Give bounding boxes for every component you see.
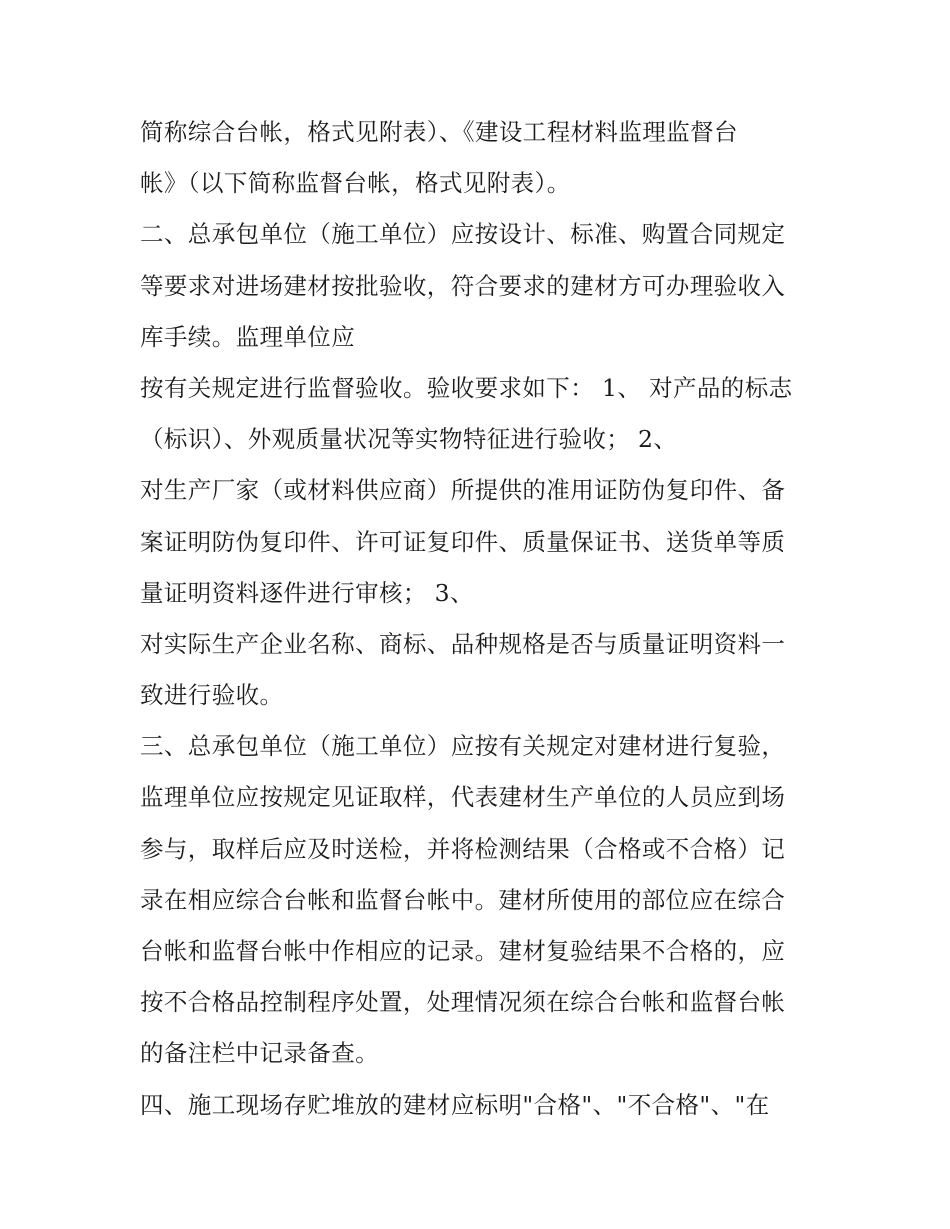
text-line: 按不合格品控制程序处置，处理情况须在综合台帐和监督台帐 xyxy=(140,988,786,1017)
text-line: 三、总承包单位（施工单位）应按有关规定对建材进行复验， xyxy=(140,732,786,761)
text-line: 监理单位应按规定见证取样，代表建材生产单位的人员应到场 xyxy=(140,783,786,812)
text-line: 简称综合台帐，格式见附表）、《建设工程材料监理监督台 xyxy=(140,118,738,146)
text-line: 录在相应综合台帐和监督台帐中。建材所使用的部位应在综合 xyxy=(140,885,786,914)
text-line: 等要求对进场建材按批验收，符合要求的建材方可办理验收入 xyxy=(140,271,786,300)
text-line: 二、总承包单位（施工单位）应按设计、标准、购置合同规定 xyxy=(140,220,786,249)
text-line: 帐》（以下简称监督台帐，格式见附表）。 xyxy=(140,169,571,198)
text-line: 台帐和监督台帐中作相应的记录。建材复验结果不合格的，应 xyxy=(140,937,786,965)
text-line: 的备注栏中记录备查。 xyxy=(140,1039,379,1068)
text-line: 按有关规定进行监督验收。验收要求如下： 1、 对产品的标志 xyxy=(140,373,793,402)
text-line: 四、施工现场存贮堆放的建材应标明"合格"、"不合格"、"在 xyxy=(140,1090,770,1119)
text-line: 库手续。监理单位应 xyxy=(140,322,356,351)
text-line: 对实际生产企业名称、商标、品种规格是否与质量证明资料一 xyxy=(140,629,786,658)
text-line: （标识）、外观质量状况等实物特征进行验收； 2、 xyxy=(140,425,678,454)
text-line: 参与，取样后应及时送检，并将检测结果（合格或不合格）记 xyxy=(140,834,786,863)
body-text xyxy=(140,107,830,1131)
text-line: 对生产厂家（或材料供应商）所提供的准用证防伪复印件、备 xyxy=(140,476,786,505)
text-line: 案证明防伪复印件、许可证复印件、质量保证书、送货单等质 xyxy=(140,527,786,556)
text-line: 量证明资料逐件进行审核； 3、 xyxy=(140,578,474,607)
text-line: 致进行验收。 xyxy=(140,681,284,710)
